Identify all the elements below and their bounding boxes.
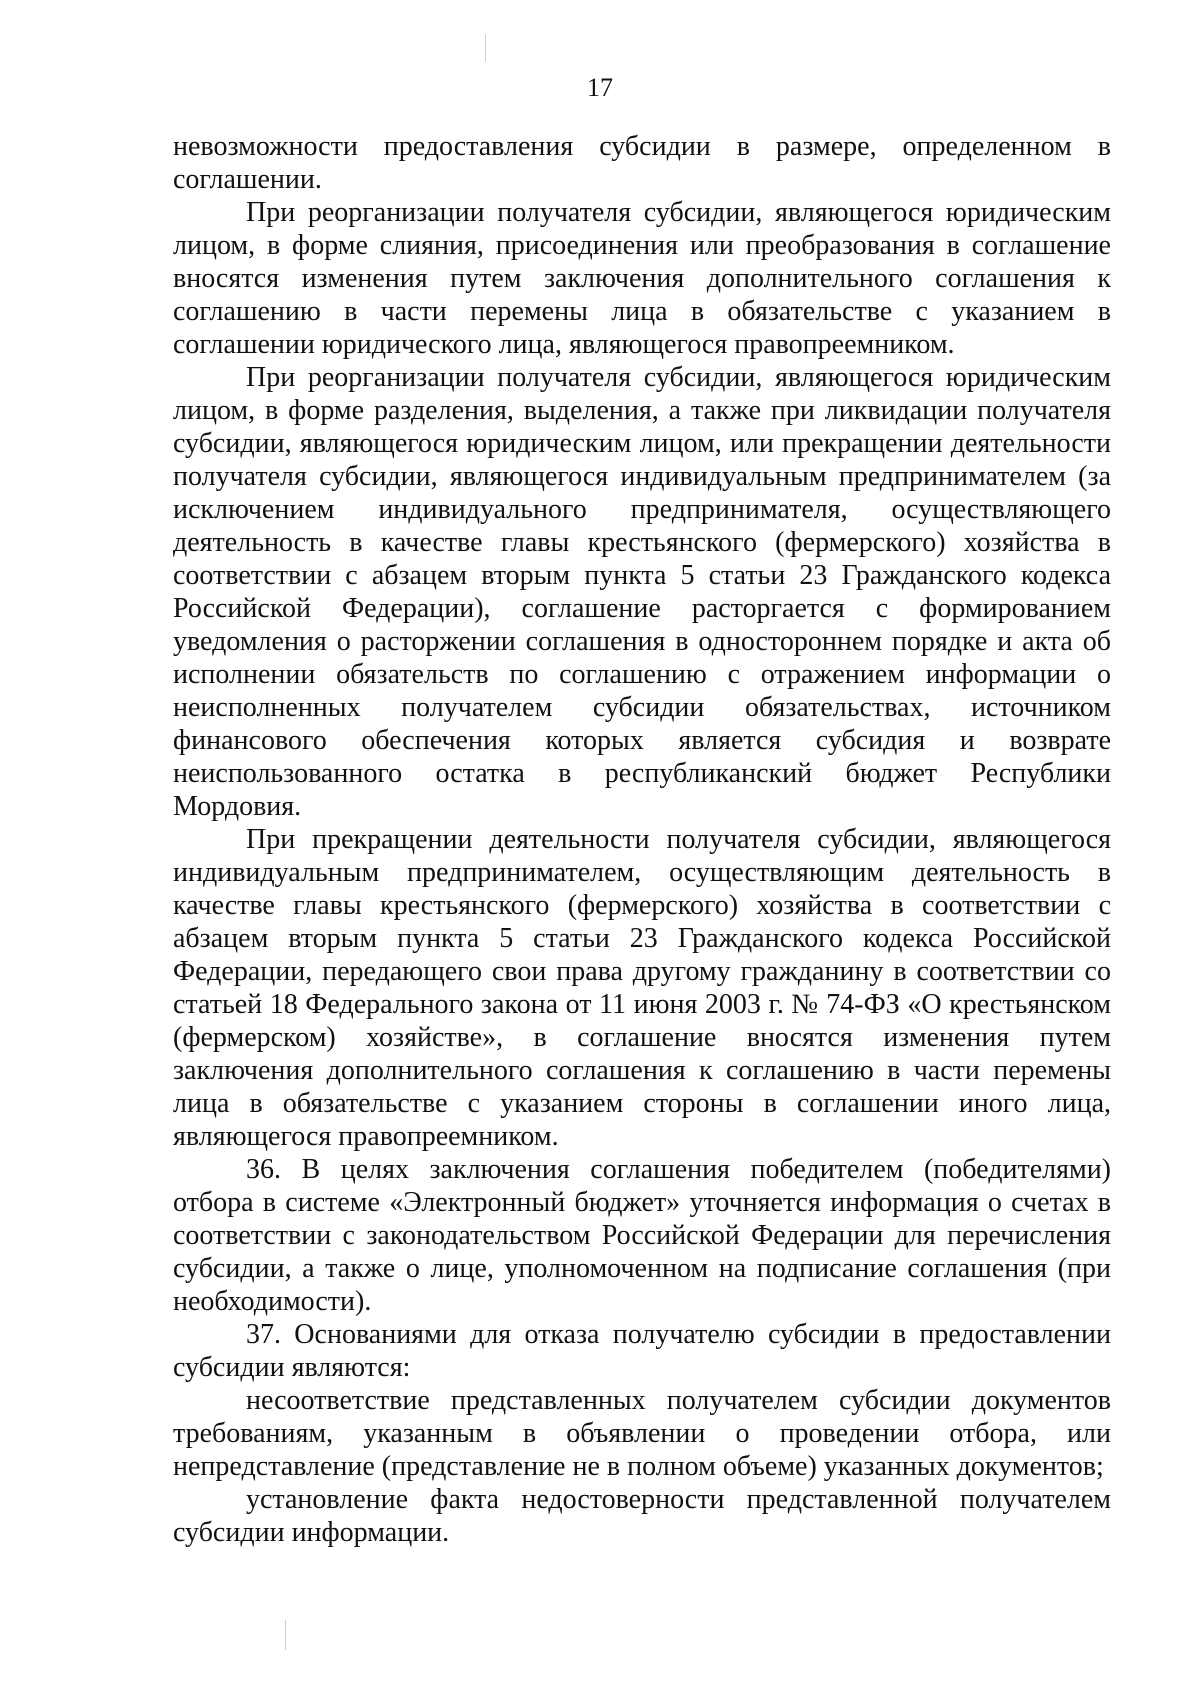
document-text — [173, 130, 1111, 1549]
paragraph-refusal-ground-documents: несоответствие представленных получателем субсидии документов требованиям, указанным в объявлении о проведении отбора, или непредставление (представление не в полном объеме) указанных документов; — [173, 1385, 1111, 1482]
paragraph-refusal-ground-information: установление факта недостоверности представленной получателем субсидии информации. — [173, 1484, 1111, 1548]
paragraph-termination-farm-head: При прекращении деятельности получателя субсидии, являющегося индивидуальным предпринимателем, осуществляющим деятельность в качестве главы крестьянского (фермерского) хозяйства в соответствии с абзацем вторым пункта 5 статьи 23 Гражданского кодекса Российской Федерации, передающего свои права другому гражданину в соответствии со статьей 18 Федерального закона от 11 июня 2003 г. № 74-ФЗ «О крестьянском (фермерском) хозяйстве», в соглашение вносятся изменения путем заключения дополнительного соглашения к соглашению в части перемены лица в обязательстве с указанием стороны в соглашении иного лица, являющегося правопреемником. — [173, 824, 1111, 1152]
page-number: 17 — [587, 73, 613, 102]
paragraph-reorganization-division: При реорганизации получателя субсидии, являющегося юридическим лицом, в форме разделения, выделения, а также при ликвидации получателя субсидии, являющегося юридическим лицом, или прекращении деятельности получателя субсидии, являющегося индивидуальным предпринимателем (за исключением индивидуального предпринимателя, осуществляющего деятельность в качестве главы крестьянского (фермерского) хозяйства в соответствии с абзацем вторым пункта 5 статьи 23 Гражданского кодекса Российской Федерации), соглашение расторгается с формированием уведомления о расторжении соглашения в одностороннем порядке и акта об исполнении обязательств по соглашению с отражением информации о неисполненных получателем субсидии обязательствах, источником финансового обеспечения которых является субсидия и возврате неиспользованного остатка в республиканский бюджет Республики Мордовия. — [173, 362, 1111, 822]
paragraph-item-36: 36. В целях заключения соглашения победителем (победителями) отбора в системе «Электронный бюджет» уточняется информация о счетах в соответствии с законодательством Российской Федерации для перечисления субсидии, а также о лице, уполномоченном на подписание соглашения (при необходимости). — [173, 1154, 1111, 1317]
scan-mark-top — [485, 34, 486, 62]
scan-mark-bottom — [285, 1620, 286, 1650]
paragraph-item-37: 37. Основаниями для отказа получателю субсидии в предоставлении субсидии являются: — [173, 1319, 1111, 1383]
paragraph-continuation: невозможности предоставления субсидии в размере, определенном в соглашении. — [173, 131, 1111, 195]
paragraph-reorganization-merger: При реорганизации получателя субсидии, являющегося юридическим лицом, в форме слияния, присоединения или преобразования в соглашение вносятся изменения путем заключения дополнительного соглашения к соглашению в части перемены лица в обязательстве с указанием в соглашении юридического лица, являющегося правопреемником. — [173, 197, 1111, 360]
